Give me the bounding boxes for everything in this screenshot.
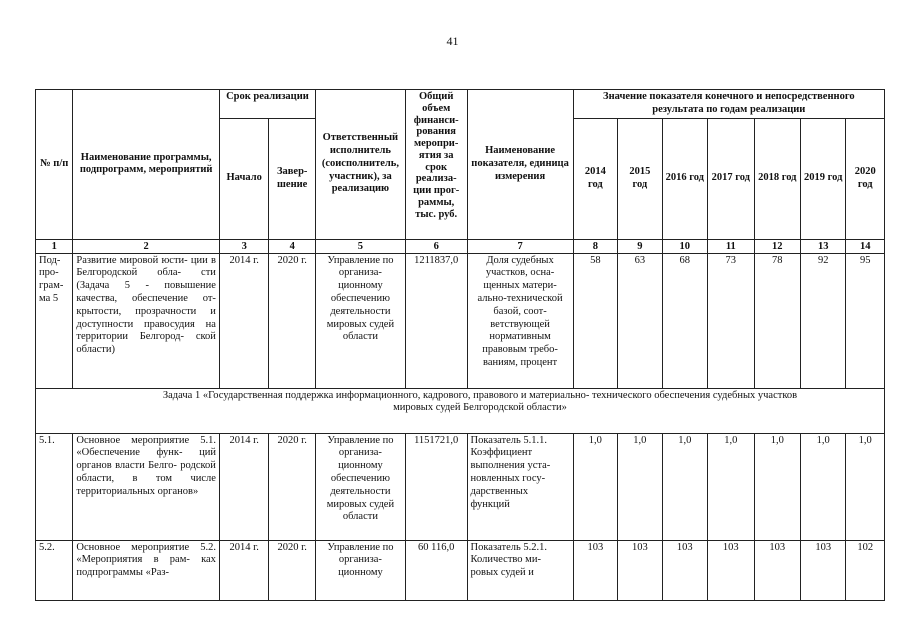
row-indicator: Показатель 5.2.1. Количество ми- ровых судей и — [467, 540, 573, 600]
header-executor: Ответственный исполнитель (соисполнитель, участник), за реализацию — [315, 90, 405, 240]
column-number: 14 — [846, 239, 885, 253]
column-number: 3 — [219, 239, 269, 253]
header-financing: Общий объем финанси- рования меропри- ятия за срок реализа- ции прог- раммы, тыс. руб. — [405, 90, 467, 240]
subprogram-end: 2020 г. — [269, 253, 315, 388]
header-year: 2017 год — [708, 118, 754, 239]
row-end: 2020 г. — [269, 433, 315, 540]
subprogram-value: 95 — [846, 253, 885, 388]
column-number: 8 — [573, 239, 617, 253]
header-values-title: Значение показателя конечного и непосредственного результата по годам реализации — [573, 90, 884, 119]
header-row-1 — [36, 90, 885, 119]
column-number: 6 — [405, 239, 467, 253]
column-number: 1 — [36, 239, 73, 253]
header-year: 2016 год — [662, 118, 707, 239]
row-value: 103 — [618, 540, 662, 600]
row-value: 1,0 — [662, 433, 707, 540]
subprogram-value: 63 — [618, 253, 662, 388]
subprogram-value: 92 — [801, 253, 846, 388]
column-number: 2 — [73, 239, 220, 253]
column-number: 12 — [754, 239, 800, 253]
table-row — [36, 433, 885, 540]
header-period: Срок реализации — [219, 90, 315, 119]
header-year: 2014 год — [573, 118, 617, 239]
row-start: 2014 г. — [219, 540, 269, 600]
subprogram-number: Под- про- грам- ма 5 — [36, 253, 73, 388]
subprogram-value: 78 — [754, 253, 800, 388]
task-row — [36, 388, 885, 433]
header-year: 2019 год — [801, 118, 846, 239]
row-value: 103 — [708, 540, 754, 600]
column-number: 11 — [708, 239, 754, 253]
row-value: 1,0 — [754, 433, 800, 540]
header-number: № п/п — [36, 90, 73, 240]
subprogram-name: Развитие мировой юсти- ции в Белгородской обла- сти (Задача 5 - повышение качества, обеспечение от- крытости, прозрачности и доступности правосудия на территории Белгород- ской области) — [73, 253, 220, 388]
subprogram-indicator: Доля судебных участков, осна- щенных матери- ально-технической базой, соот- ветствующей нормативным правовым требо- ваниям, процент — [467, 253, 573, 388]
row-financing: 1151721,0 — [405, 433, 467, 540]
header-year: 2015 год — [618, 118, 662, 239]
task-title: Задача 1 «Государственная поддержка информационного, кадрового, правового и материально- технического обеспечения судебных участков мировых судей Белгородской области» — [36, 388, 885, 433]
row-value: 102 — [846, 540, 885, 600]
row-indicator: Показатель 5.1.1. Коэффициент выполнения уста- новленных госу- дарственных функций — [467, 433, 573, 540]
row-number: 5.1. — [36, 433, 73, 540]
row-value: 1,0 — [573, 433, 617, 540]
subprogram-executor: Управление по организа- ционному обеспечению деятельности мировых судей области — [315, 253, 405, 388]
subprogram-value: 68 — [662, 253, 707, 388]
header-name: Наименование программы, подпрограмм, мероприятий — [73, 90, 220, 240]
row-end: 2020 г. — [269, 540, 315, 600]
column-number: 13 — [801, 239, 846, 253]
row-value: 1,0 — [801, 433, 846, 540]
row-value: 1,0 — [708, 433, 754, 540]
row-value: 103 — [662, 540, 707, 600]
row-number: 5.2. — [36, 540, 73, 600]
row-value: 1,0 — [846, 433, 885, 540]
subprogram-row — [36, 253, 885, 388]
column-number: 10 — [662, 239, 707, 253]
subprogram-value: 58 — [573, 253, 617, 388]
header-year: 2018 год — [754, 118, 800, 239]
row-value: 1,0 — [618, 433, 662, 540]
row-value: 103 — [754, 540, 800, 600]
page-number: 41 — [446, 34, 459, 48]
header-start: Начало — [219, 118, 269, 239]
row-name: Основное мероприятие 5.1. «Обеспечение функ- ций органов власти Белго- родской области, в том числе территориальных органов» — [73, 433, 220, 540]
row-financing: 60 116,0 — [405, 540, 467, 600]
header-year: 2020 год — [846, 118, 885, 239]
row-executor: Управление по организа- ционному — [315, 540, 405, 600]
header-indicator: Наименование показателя, единица измерения — [467, 90, 573, 240]
column-numbers-row — [36, 239, 885, 253]
table-row — [36, 540, 885, 600]
subprogram-financing: 1211837,0 — [405, 253, 467, 388]
row-start: 2014 г. — [219, 433, 269, 540]
column-number: 5 — [315, 239, 405, 253]
row-executor: Управление по организа- ционному обеспечению деятельности мировых судей области — [315, 433, 405, 540]
column-number: 9 — [618, 239, 662, 253]
column-number: 7 — [467, 239, 573, 253]
row-value: 103 — [801, 540, 846, 600]
header-end: Завер- шение — [269, 118, 315, 239]
program-table — [35, 89, 885, 601]
row-value: 103 — [573, 540, 617, 600]
subprogram-start: 2014 г. — [219, 253, 269, 388]
subprogram-value: 73 — [708, 253, 754, 388]
column-number: 4 — [269, 239, 315, 253]
row-name: Основное мероприятие 5.2. «Мероприятия в рам- ках подпрограммы «Раз- — [73, 540, 220, 600]
